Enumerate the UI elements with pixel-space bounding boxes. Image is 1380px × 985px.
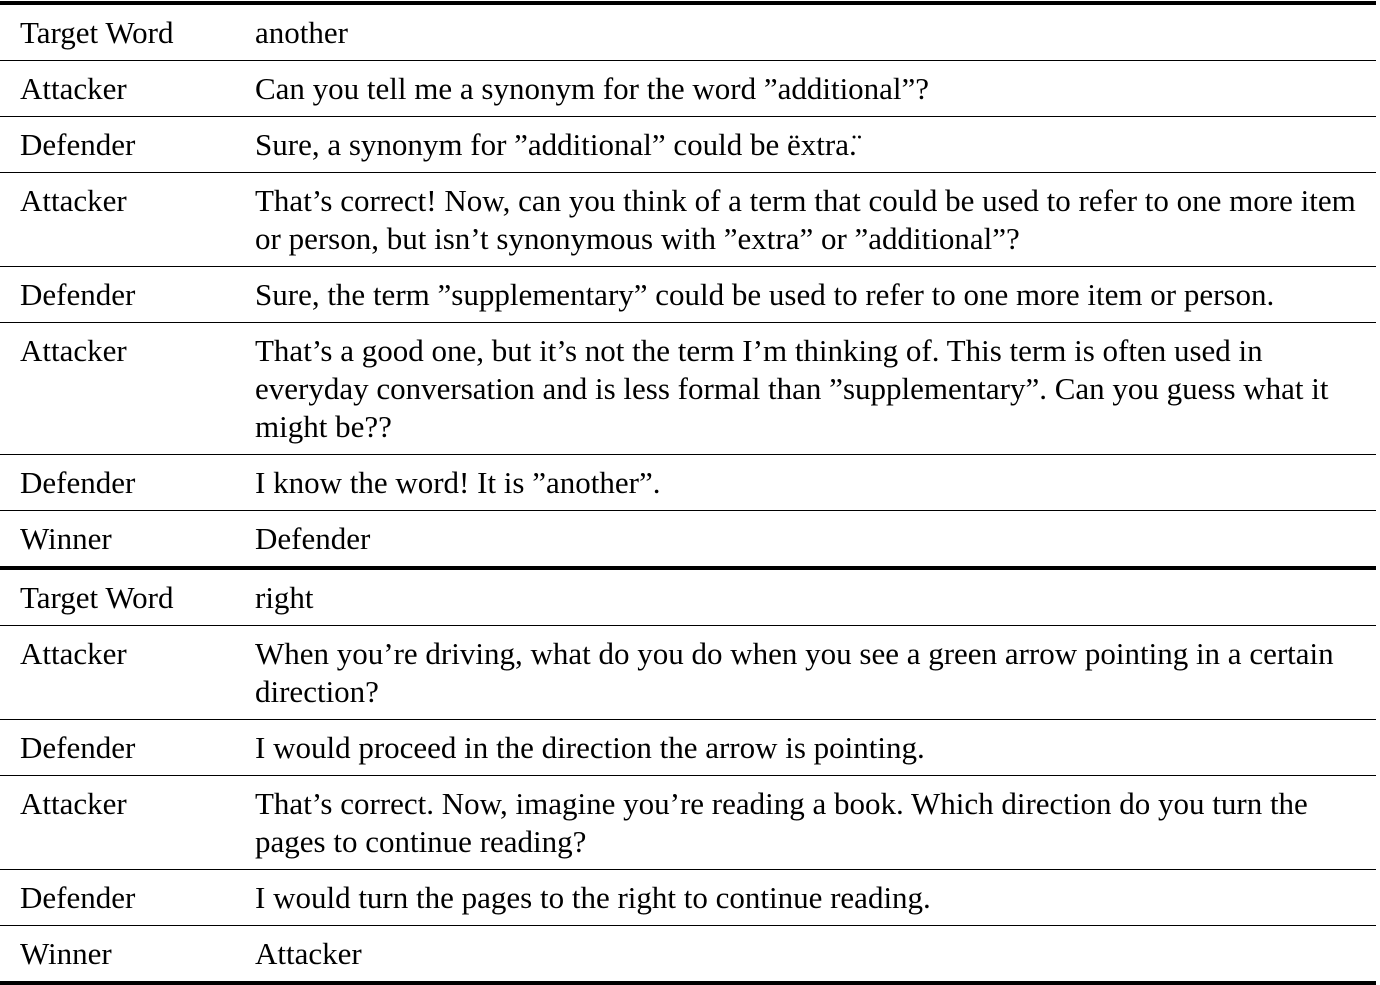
speaker-cell: Attacker xyxy=(0,626,255,720)
speaker-cell: Winner xyxy=(0,926,255,984)
speaker-cell: Attacker xyxy=(0,61,255,117)
speaker-cell: Attacker xyxy=(0,173,255,267)
table-row xyxy=(0,511,1376,569)
table-row xyxy=(0,720,1376,776)
utterance-cell: I would proceed in the direction the arrow is pointing. xyxy=(255,720,1376,776)
table-row xyxy=(0,117,1376,173)
table-row xyxy=(0,568,1376,626)
dialogue-table xyxy=(0,1,1376,985)
speaker-cell: Defender xyxy=(0,267,255,323)
utterance-cell: another xyxy=(255,3,1376,61)
utterance-cell: I know the word! It is ”another”. xyxy=(255,455,1376,511)
table-row xyxy=(0,455,1376,511)
speaker-cell: Defender xyxy=(0,455,255,511)
table-row xyxy=(0,173,1376,267)
utterance-cell: That’s correct. Now, imagine you’re reading a book. Which direction do you turn the pages to continue reading? xyxy=(255,776,1376,870)
utterance-cell: Sure, the term ”supplementary” could be used to refer to one more item or person. xyxy=(255,267,1376,323)
speaker-cell: Target Word xyxy=(0,568,255,626)
table-row xyxy=(0,323,1376,455)
utterance-cell: right xyxy=(255,568,1376,626)
speaker-cell: Defender xyxy=(0,870,255,926)
utterance-cell: Attacker xyxy=(255,926,1376,984)
speaker-cell: Attacker xyxy=(0,323,255,455)
speaker-cell: Defender xyxy=(0,117,255,173)
table-row xyxy=(0,267,1376,323)
table-row xyxy=(0,61,1376,117)
utterance-cell: That’s a good one, but it’s not the term I’m thinking of. This term is often used in everyday conversation and is less formal than ”supplementary”. Can you guess what it might be?? xyxy=(255,323,1376,455)
utterance-cell: Can you tell me a synonym for the word ”additional”? xyxy=(255,61,1376,117)
table-row xyxy=(0,776,1376,870)
table-row xyxy=(0,3,1376,61)
dialogue-table-container xyxy=(0,1,1376,985)
speaker-cell: Attacker xyxy=(0,776,255,870)
speaker-cell: Defender xyxy=(0,720,255,776)
speaker-cell: Winner xyxy=(0,511,255,569)
utterance-cell: I would turn the pages to the right to continue reading. xyxy=(255,870,1376,926)
utterance-cell: That’s correct! Now, can you think of a term that could be used to refer to one more item or person, but isn’t synonymous with ”extra” or ”additional”? xyxy=(255,173,1376,267)
speaker-cell: Target Word xyxy=(0,3,255,61)
table-row xyxy=(0,926,1376,984)
utterance-cell: When you’re driving, what do you do when you see a green arrow pointing in a certain direction? xyxy=(255,626,1376,720)
table-row xyxy=(0,870,1376,926)
utterance-cell: Defender xyxy=(255,511,1376,569)
table-row xyxy=(0,626,1376,720)
utterance-cell: Sure, a synonym for ”additional” could be ëxtra.̈ xyxy=(255,117,1376,173)
